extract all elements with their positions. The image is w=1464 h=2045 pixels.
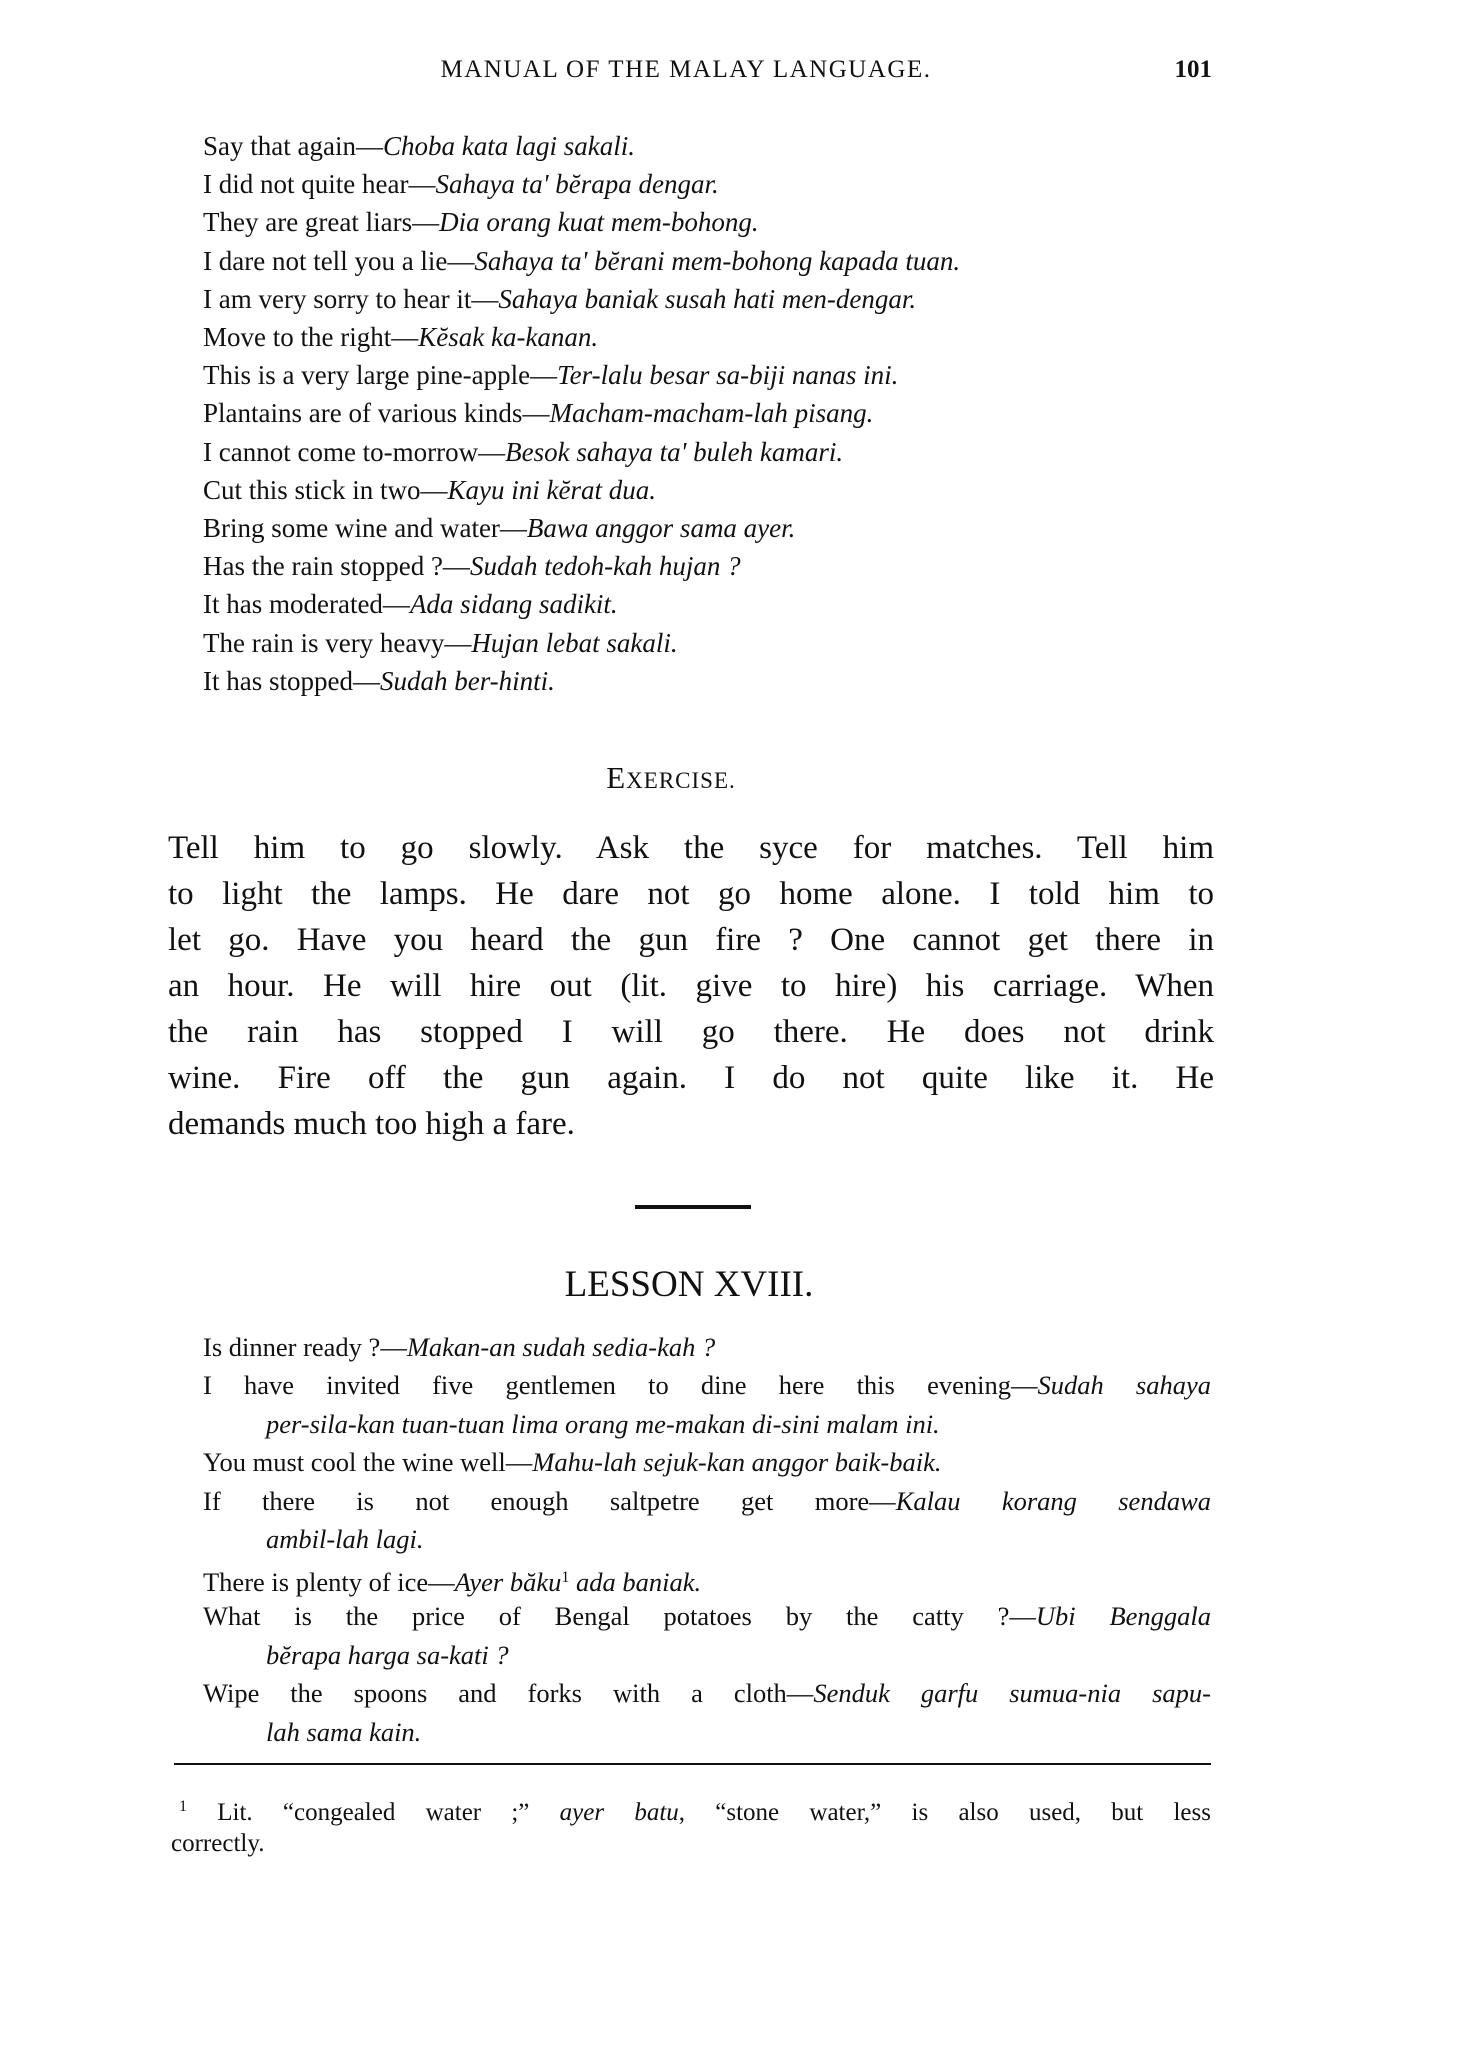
phrase-line bbox=[203, 433, 843, 471]
english-phrase: Move to the right— bbox=[203, 322, 419, 352]
english-phrase: Bring some wine and water— bbox=[203, 513, 527, 543]
page-number: 101 bbox=[1174, 56, 1212, 83]
phrase-line bbox=[203, 394, 873, 432]
phrase-line bbox=[203, 127, 635, 165]
heading-smallcaps: XERCISE. bbox=[626, 768, 736, 793]
english-phrase: You must cool the wine well— bbox=[203, 1447, 533, 1477]
malay-translation-continued: per-sila-kan tuan-tuan lima orang me-makan di-sini malam ini. bbox=[266, 1409, 940, 1439]
malay-translation: Makan-an sudah sedia-kah ? bbox=[406, 1332, 716, 1362]
exercise-line: demands much too high a fare. bbox=[168, 1106, 575, 1142]
english-phrase: Say that again— bbox=[203, 131, 383, 161]
english-phrase: I am very sorry to hear it— bbox=[203, 284, 499, 314]
malay-translation: Ayer băku bbox=[454, 1567, 562, 1597]
english-phrase: I dare not tell you a lie— bbox=[203, 246, 475, 276]
malay-translation-continued: ambil-lah lagi. bbox=[266, 1524, 424, 1554]
malay-translation: Bawa anggor sama ayer. bbox=[526, 513, 796, 543]
malay-translation: Sahaya ta' bĕrani mem-bohong kapada tuan. bbox=[474, 246, 961, 276]
phrase-line bbox=[203, 509, 795, 547]
lesson-line bbox=[203, 1674, 1211, 1712]
phrase-line bbox=[203, 165, 719, 203]
lesson-line bbox=[203, 1366, 1211, 1404]
english-phrase: Is dinner ready ?— bbox=[203, 1332, 407, 1362]
english-phrase: It has moderated— bbox=[203, 589, 410, 619]
malay-translation: Hujan lebat sakali. bbox=[471, 628, 678, 658]
footnote-line: correctly. bbox=[171, 1830, 265, 1857]
lesson-title: LESSON XVIII. bbox=[564, 1264, 814, 1305]
english-phrase: I have invited five gentlemen to dine here this evening— bbox=[203, 1370, 1038, 1400]
malay-translation: Besok sahaya ta' buleh kamari. bbox=[505, 437, 844, 467]
phrase-line bbox=[203, 242, 960, 280]
english-phrase: Cut this stick in two— bbox=[203, 475, 448, 505]
malay-translation: Mahu-lah sejuk-kan anggor baik-baik. bbox=[532, 1447, 942, 1477]
malay-translation: Senduk garfu sumua-nia sapu- bbox=[813, 1678, 1211, 1708]
english-phrase: I cannot come to-morrow— bbox=[203, 437, 506, 467]
malay-translation-continued: lah sama kain. bbox=[266, 1717, 422, 1747]
lesson-line bbox=[203, 1597, 1211, 1635]
exercise-line: let go. Have you heard the gun fire ? One cannot get there in bbox=[168, 922, 1214, 958]
lesson-line bbox=[203, 1328, 715, 1366]
phrase-line bbox=[203, 356, 898, 394]
phrase-line bbox=[203, 280, 916, 318]
exercise-line: an hour. He will hire out (lit. give to hire) his carriage. When bbox=[168, 968, 1214, 1004]
malay-translation: Kayu ini kĕrat dua. bbox=[447, 475, 657, 505]
phrase-line bbox=[203, 547, 741, 585]
footnote-text: , “stone water,” is also used, but less bbox=[678, 1799, 1211, 1826]
english-phrase: The rain is very heavy— bbox=[203, 628, 472, 658]
heading-initial: E bbox=[606, 760, 627, 795]
footnote-marker: 1 bbox=[179, 1798, 187, 1815]
english-phrase: If there is not enough saltpetre get more— bbox=[203, 1486, 896, 1516]
lesson-line bbox=[203, 1559, 701, 1597]
phrase-line bbox=[203, 471, 656, 509]
malay-translation: Kĕsak ka-kanan. bbox=[418, 322, 599, 352]
lesson-line bbox=[203, 1482, 1211, 1520]
malay-translation: Sahaya ta' bĕrapa dengar. bbox=[435, 169, 719, 199]
footnote-malay: ayer batu bbox=[559, 1799, 679, 1826]
exercise-heading bbox=[0, 758, 1342, 801]
english-phrase: Has the rain stopped ?— bbox=[203, 551, 470, 581]
malay-translation: Sudah sahaya bbox=[1037, 1370, 1212, 1400]
malay-translation: ada baniak. bbox=[569, 1567, 702, 1597]
malay-translation: Sudah ber-hinti. bbox=[379, 666, 555, 696]
footnote-line bbox=[171, 1788, 1211, 1825]
malay-translation: Ter-lalu besar sa-biji nanas ini. bbox=[557, 360, 899, 390]
footnote-rule bbox=[174, 1763, 1211, 1765]
malay-translation: Choba kata lagi sakali. bbox=[382, 131, 635, 161]
malay-translation: Sudah tedoh-kah hujan ? bbox=[469, 551, 741, 581]
phrase-line bbox=[203, 318, 598, 356]
phrase-line bbox=[203, 203, 759, 241]
malay-translation: Sahaya baniak susah hati men-dengar. bbox=[498, 284, 917, 314]
lesson-line bbox=[203, 1443, 941, 1481]
phrase-line bbox=[203, 585, 618, 623]
exercise-line: wine. Fire off the gun again. I do not quite like it. He bbox=[168, 1060, 1214, 1096]
section-divider bbox=[635, 1205, 751, 1209]
footnote-reference: 1 bbox=[561, 1569, 570, 1586]
english-phrase: What is the price of Bengal potatoes by the catty ?— bbox=[203, 1601, 1036, 1631]
english-phrase: Wipe the spoons and forks with a cloth— bbox=[203, 1678, 814, 1708]
exercise-line: Tell him to go slowly. Ask the syce for matches. Tell him bbox=[168, 830, 1214, 866]
english-phrase: This is a very large pine-apple— bbox=[203, 360, 558, 390]
malay-translation: Dia orang kuat mem-bohong. bbox=[439, 207, 759, 237]
english-phrase: Plantains are of various kinds— bbox=[203, 398, 550, 428]
english-phrase: There is plenty of ice— bbox=[203, 1567, 455, 1597]
exercise-line: to light the lamps. He dare not go home alone. I told him to bbox=[168, 876, 1214, 912]
malay-translation: Kalau korang sendawa bbox=[895, 1486, 1211, 1516]
malay-translation: Ada sidang sadikit. bbox=[409, 589, 618, 619]
exercise-line: the rain has stopped I will go there. He does not drink bbox=[168, 1014, 1214, 1050]
english-phrase: It has stopped— bbox=[203, 666, 380, 696]
malay-translation: Ubi Benggala bbox=[1035, 1601, 1212, 1631]
english-phrase: They are great liars— bbox=[203, 207, 440, 237]
english-phrase: I did not quite hear— bbox=[203, 169, 436, 199]
running-header-title: MANUAL OF THE MALAY LANGUAGE. bbox=[440, 56, 932, 83]
malay-translation-continued: bĕrapa harga sa-kati ? bbox=[266, 1640, 509, 1670]
malay-translation: Macham-macham-lah pisang. bbox=[549, 398, 874, 428]
footnote-text: Lit. “congealed water ;” bbox=[187, 1799, 560, 1826]
phrase-line bbox=[203, 662, 555, 700]
phrase-line bbox=[203, 624, 678, 662]
